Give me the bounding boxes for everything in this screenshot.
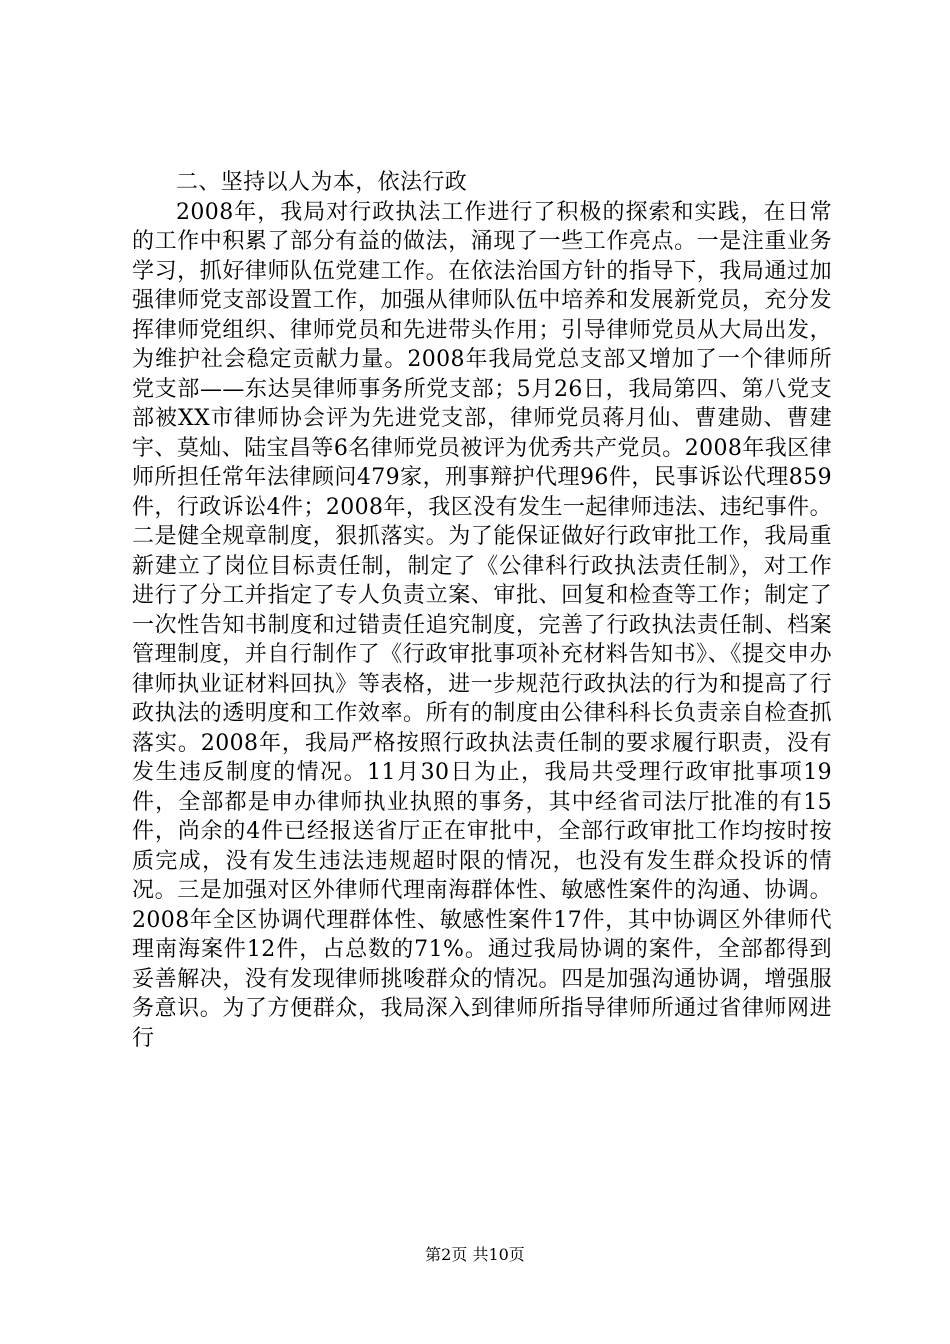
page-footer: 第2页 共10页 (425, 1245, 525, 1264)
document-body (132, 168, 832, 1053)
section-heading: 二、坚持以人为本，依法行政 (176, 170, 468, 195)
body-paragraph: 2008年，我局对行政执法工作进行了积极的探索和实践，在日常的工作中积累了部分有益的做法，涌现了一些工作亮点。一是注重业务学习，抓好律师队伍党建工作。在依法治国方针的指导下，我局通过加强律师党支部设置工作，加强从律师队伍中培养和发展新党员，充分发挥律师党组织、律师党员和先进带头作用；引导律师党员从大局出发，为维护社会稳定贡献力量。2008年我局党总支部又增加了一个律师所党支部——东达昊律师事务所党支部；5月26日，我局第四、第八党支部被XX市律师协会评为先进党支部，律师党员蒋月仙、曹建勋、曹建宇、莫灿、陆宝昌等6名律师党员被评为优秀共产党员。2008年我区律师所担任常年法律顾问479家，刑事辩护代理96件，民事诉讼代理859件，行政诉讼4件；2008年，我区没有发生一起律师违法、违纪事件。二是健全规章制度，狠抓落实。为了能保证做好行政审批工作，我局重新建立了岗位目标责任制，制定了《公律科行政执法责任制》，对工作进行了分工并指定了专人负责立案、审批、回复和检查等工作；制定了一次性告知书制度和过错责任追究制度，完善了行政执法责任制、档案管理制度，并自行制作了《行政审批事项补充材料告知书》、《提交申办律师执业证材料回执》等表格，进一步规范行政执法的行为和提高了行政执法的透明度和工作效率。所有的制度由公律科科长负责亲自检查抓落实。2008年，我局严格按照行政执法责任制的要求履行职责，没有发生违反制度的情况。11月30日为止，我局共受理行政审批事项19件，全部都是申办律师执业执照的事务，其中经省司法厅批准的有15件，尚余的4件已经报送省厅正在审批中，全部行政审批工作均按时按质完成，没有发生违法违规超时限的情况，也没有发生群众投诉的情况。三是加强对区外律师代理南海群体性、敏感性案件的沟通、协调。2008年全区协调代理群体性、敏感性案件17件，其中协调区外律师代理南海案件12件，占总数的71%。通过我局协调的案件，全部都得到妥善解决，没有发现律师挑唆群众的情况。四是加强沟通协调，增强服务意识。为了方便群众，我局深入到律师所指导律师所通过省律师网进行 (132, 199, 832, 1051)
